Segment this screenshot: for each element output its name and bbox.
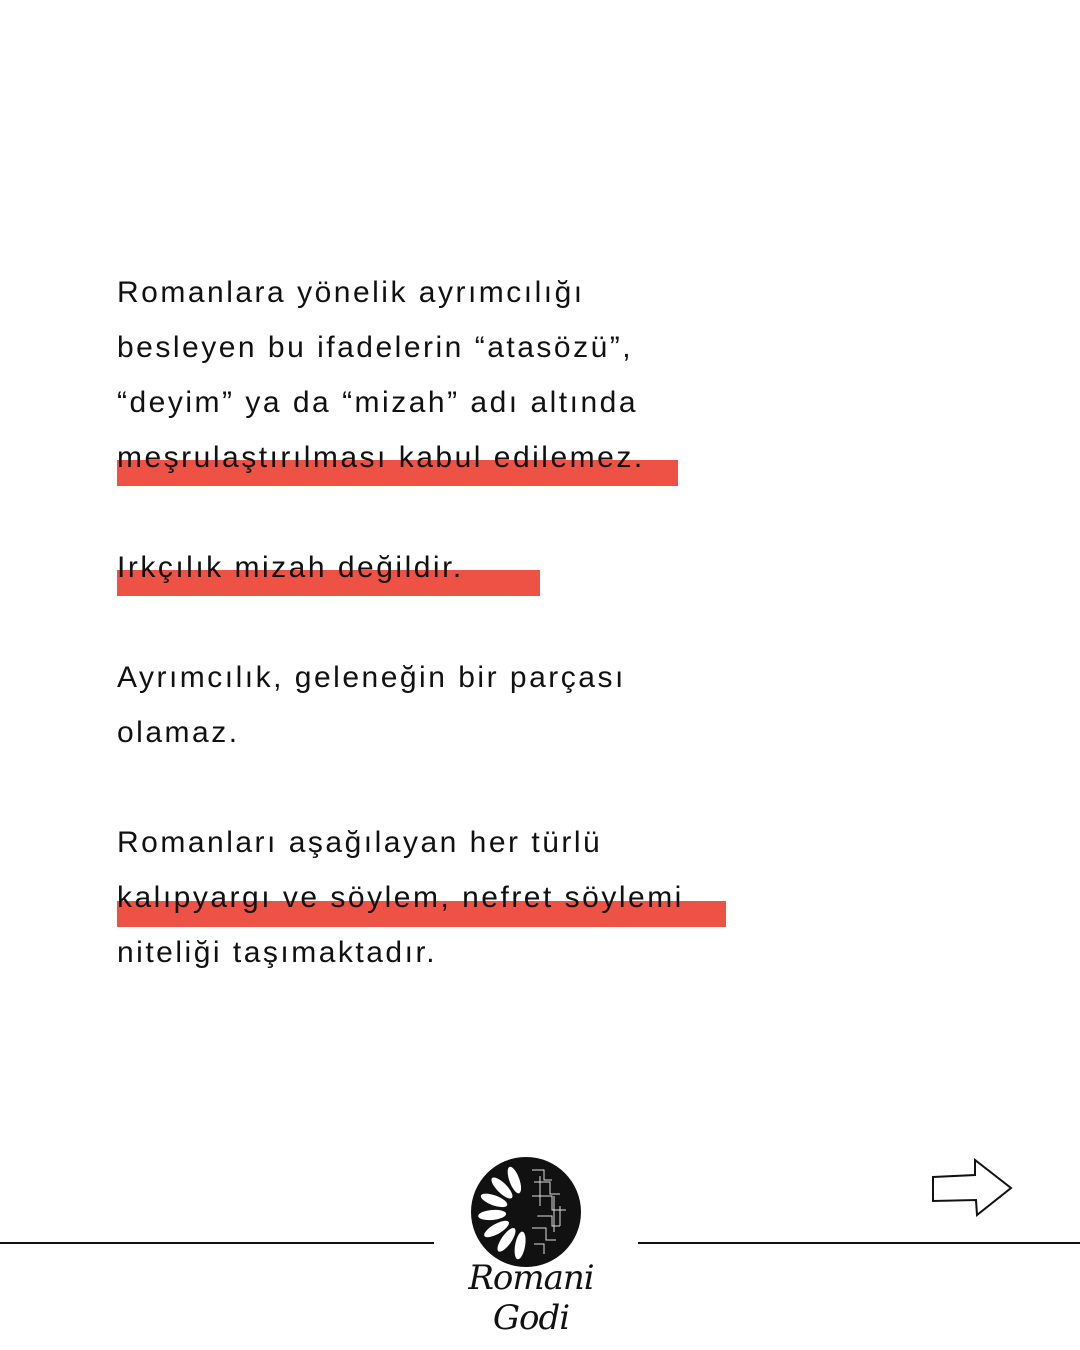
footer-rule-left [0,1242,434,1244]
logo-wheel-icon [470,1156,582,1268]
paragraph-1-line-4: meşrulaştırılması kabul edilemez. [117,441,645,474]
arrow-right-icon[interactable] [930,1158,1014,1218]
paragraph-1-line-3: “deyim” ya da “mizah” adı altında [117,386,639,419]
paragraph-4-line-3: niteliği taşımaktadır. [117,936,438,969]
paragraph-4-line-2: kalıpyargı ve söylem, nefret söylemi [117,881,684,914]
paragraph-4-line-1: Romanları aşağılayan her türlü [117,826,603,859]
footer-rule-right [638,1242,1080,1244]
brand-name: Romani Godi [468,1258,594,1338]
paragraph-3-line-2: olamaz. [117,716,240,749]
paragraph-3-line-1: Ayrımcılık, geleneğin bir parçası [117,661,626,694]
paragraph-1-line-2: besleyen bu ifadelerin “atasözü”, [117,331,634,364]
paragraph-2-line-1: Irkçılık mizah değildir. [117,551,464,584]
paragraph-1-line-1: Romanlara yönelik ayrımcılığı [117,276,585,309]
